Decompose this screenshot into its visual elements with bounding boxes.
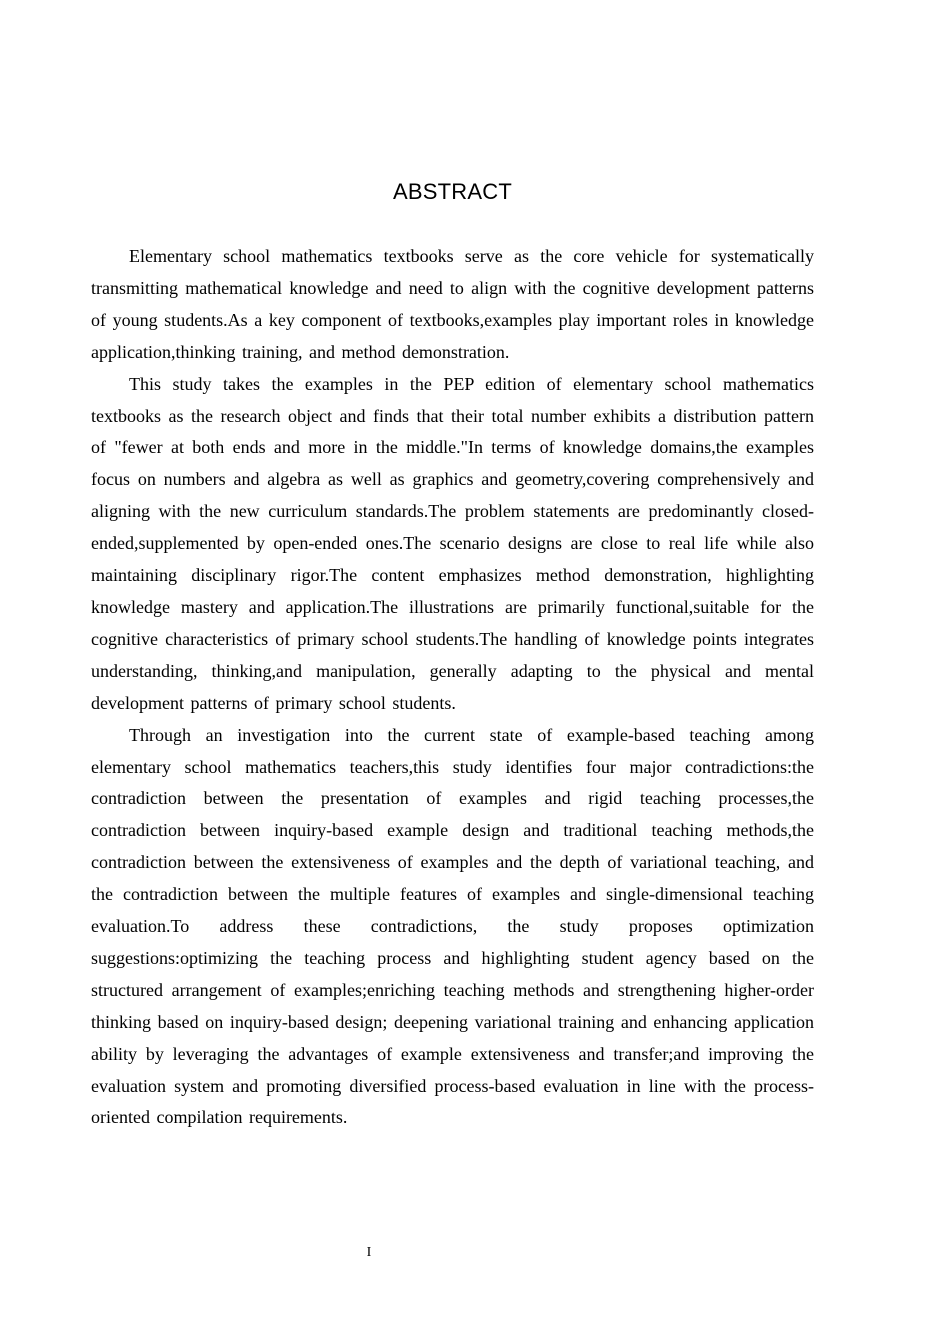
abstract-paragraph-1: Elementary school mathematics textbooks serve as the core vehicle for systematically transmitting mathematical knowledge and need to align with the cognitive development patterns of young students.As a key component of textbooks,examples play important roles in knowledge application,thinking training, and method demonstration. <box>91 246 814 362</box>
abstract-body <box>91 241 814 1134</box>
abstract-paragraph-3: Through an investigation into the current state of example-based teaching among elementary school mathematics teachers,this study identifies four major contradictions:the contradiction between the presentation of examples and rigid teaching processes,the contradiction between inquiry-based example design and traditional teaching methods,the contradiction between the extensiveness of examples and the depth of variational teaching, and the contradiction between the multiple features of examples and single-dimensional teaching evaluation.To address these contradictions, the study proposes optimization suggestions:optimizing the teaching process and highlighting student agency based on the structured arrangement of examples;enriching teaching methods and strengthening higher-order thinking based on inquiry-based design; deepening variational training and enhancing application ability by leveraging the advantages of example extensiveness and transfer;and improving the evaluation system and promoting diversified process-based evaluation in line with the process-oriented compilation requirements. <box>91 724 814 1128</box>
abstract-paragraph-2: This study takes the examples in the PEP edition of elementary school mathematics textbooks as the research object and finds that their total number exhibits a distribution pattern of "fewer at both ends and more in the middle."In terms of knowledge domains,the examples focus on numbers and algebra as well as graphics and geometry,covering comprehensively and aligning with the new curriculum standards.The problem statements are predominantly closed-ended,supplemented by open-ended ones.The scenario designs are close to real life while also maintaining disciplinary rigor.The content emphasizes method demonstration, highlighting knowledge mastery and application.The illustrations are primarily functional,suitable for the cognitive characteristics of primary school students.The handling of knowledge points integrates understanding, thinking,and manipulation, generally adapting to the physical and mental development patterns of primary school students. <box>91 373 814 713</box>
page-title: ABSTRACT <box>393 179 512 204</box>
page-number: I <box>366 1245 372 1260</box>
